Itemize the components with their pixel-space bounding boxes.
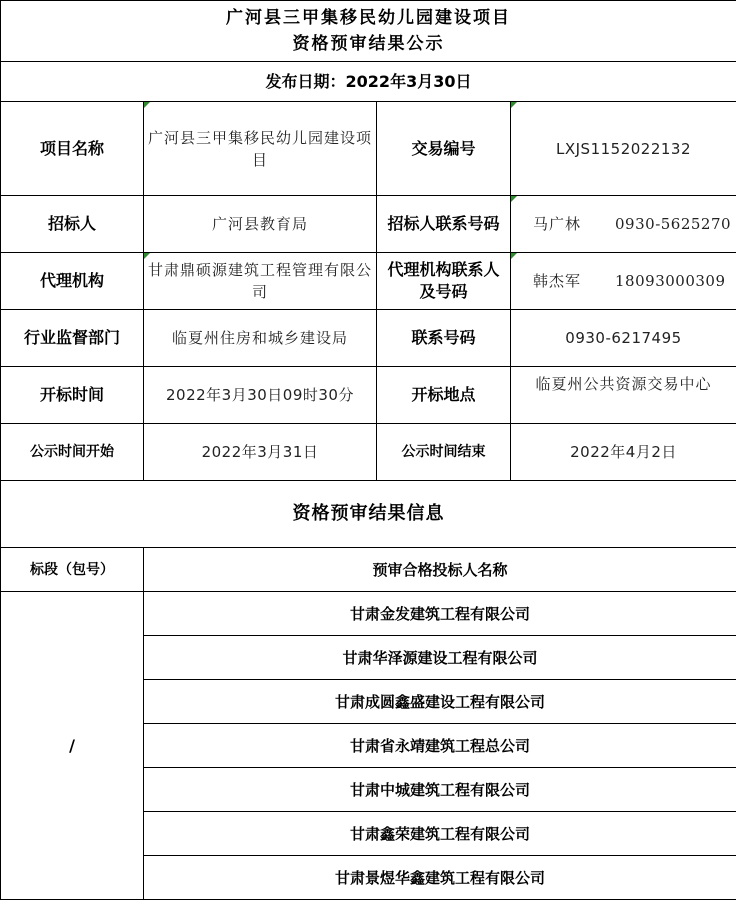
supervisor-phone-value: 0930-6217495 (511, 310, 736, 367)
qualified-bidder: 甘肃省永靖建筑工程总公司 (144, 724, 736, 768)
tenderer-label: 招标人 (1, 196, 144, 253)
document-title (1, 1, 736, 62)
supervisor-phone-label: 联系号码 (377, 310, 511, 367)
agency-value: 甘肃鼎硕源建筑工程管理有限公司 (144, 253, 377, 310)
tenderer-value: 广河县教育局 (144, 196, 377, 253)
notice-end-value: 2022年4月2日 (511, 424, 736, 481)
tenderer-contact-name: 马广林 (533, 215, 582, 233)
trade-no-label: 交易编号 (377, 102, 511, 196)
tenderer-contact-label: 招标人联系号码 (377, 196, 511, 253)
open-place-cell (511, 367, 736, 424)
agency-contact-phone: 18093000309 (615, 272, 726, 290)
open-time-value: 2022年3月30日09时30分 (144, 367, 377, 424)
qualified-bidder: 甘肃鑫荣建筑工程有限公司 (144, 812, 736, 856)
tenderer-contact-value (511, 196, 736, 253)
trade-no-value: LXJS1152022132 (511, 102, 736, 196)
open-time-label: 开标时间 (1, 367, 144, 424)
results-section-title: 资格预审结果信息 (1, 481, 736, 548)
notice-start-label: 公示时间开始 (1, 424, 144, 481)
qualified-bidder: 甘肃中城建筑工程有限公司 (144, 768, 736, 812)
notice-start-value: 2022年3月31日 (144, 424, 377, 481)
qualified-bidder: 甘肃景煜华鑫建筑工程有限公司 (144, 856, 736, 900)
agency-label: 代理机构 (1, 253, 144, 310)
open-place-value: 临夏州公共资源交易中心 (535, 375, 712, 393)
project-name-value: 广河县三甲集移民幼儿园建设项目 (144, 102, 377, 196)
qualified-bidder: 甘肃华泽源建设工程有限公司 (144, 636, 736, 680)
lot-value: / (1, 592, 144, 900)
publish-date: 发布日期：2022年3月30日 (1, 62, 736, 102)
title-line-2: 资格预审结果公示 (292, 34, 445, 54)
supervisor-label: 行业监督部门 (1, 310, 144, 367)
agency-contact-name: 韩杰军 (533, 272, 582, 290)
supervisor-value: 临夏州住房和城乡建设局 (144, 310, 377, 367)
qualified-bidder: 甘肃金发建筑工程有限公司 (144, 592, 736, 636)
agency-contact-label: 代理机构联系人及号码 (377, 253, 511, 310)
project-name-label: 项目名称 (1, 102, 144, 196)
tenderer-contact-phone: 0930-5625270 (615, 215, 732, 233)
col-header-names: 预审合格投标人名称 (144, 548, 736, 592)
open-place-label: 开标地点 (377, 367, 511, 424)
title-line-1: 广河县三甲集移民幼儿园建设项目 (226, 8, 511, 28)
notice-end-label: 公示时间结束 (377, 424, 511, 481)
col-header-lot: 标段（包号） (1, 548, 144, 592)
agency-contact-value (511, 253, 736, 310)
qualified-bidder: 甘肃成圆鑫盛建设工程有限公司 (144, 680, 736, 724)
